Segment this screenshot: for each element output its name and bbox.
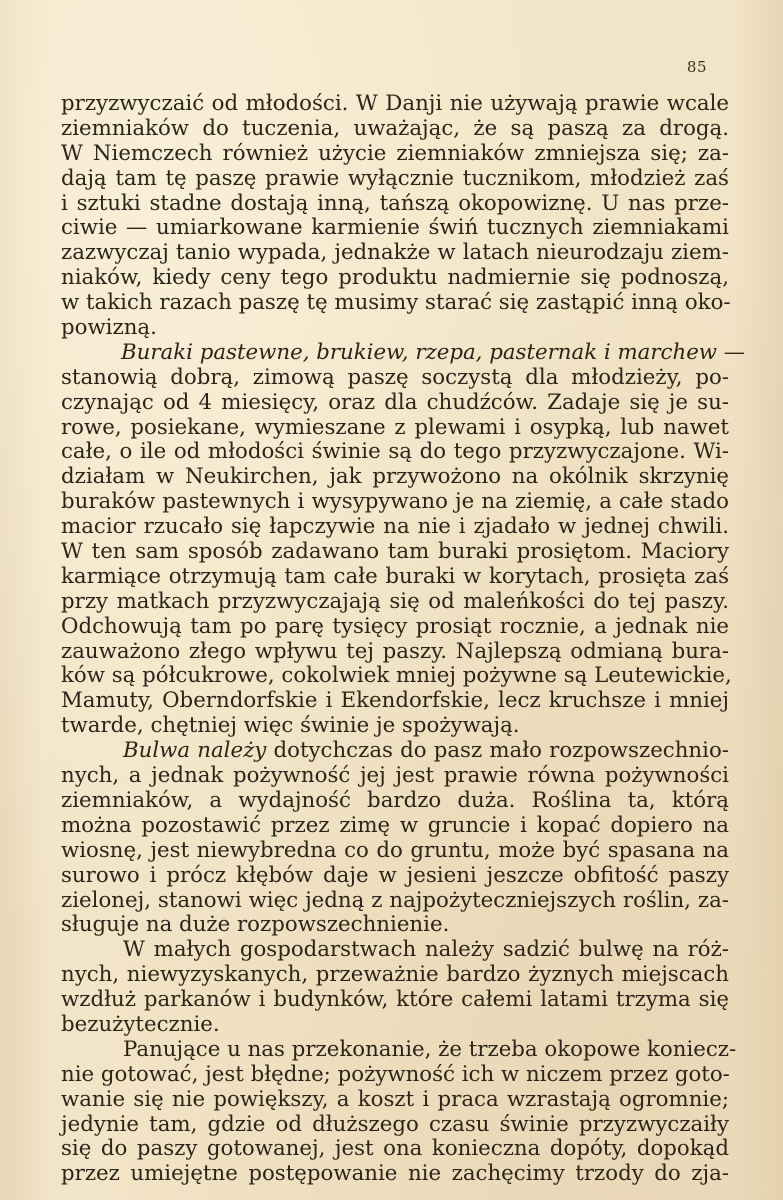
text-line: macior rzucało się łapczywie na nie i zjadało w jednej chwili. bbox=[61, 514, 729, 540]
text-line: zauważono złego wpływu tej paszy. Najlepszą odmianą bura- bbox=[61, 638, 729, 664]
text-line: powizną. bbox=[61, 315, 157, 341]
text-line: ziemniaków do tuczenia, uważając, że są paszą za drogą. bbox=[61, 115, 729, 141]
italic-heading: Buraki pastewne, brukiew, rzepa, pasternak i marchew bbox=[121, 339, 718, 365]
text-line: sługuje na duże rozpowszechnienie. bbox=[61, 912, 450, 938]
text-line: nie gotować, jest błędne; pożywność ich w niczem przez goto- bbox=[61, 1061, 730, 1087]
text-line: bezużytecznie. bbox=[61, 1011, 220, 1037]
text-line: działam w Neukirchen, jak przywożono na okólnik skrzynię bbox=[61, 464, 729, 490]
text-line: W ten sam sposób zadawano tam buraki prosiętom. Maciory bbox=[61, 539, 729, 565]
paragraph-heading-line bbox=[61, 739, 729, 764]
text-line: i sztuki stadne dostają inną, tańszą okopowiznę. U nas prze- bbox=[61, 190, 729, 216]
page-number: 85 bbox=[686, 58, 707, 76]
text-line: przyzwyczaić od młodości. W Danji nie używają prawie wcale bbox=[61, 91, 729, 116]
text-line: wanie się nie powiększy, a koszt i praca wzrastają ogromnie; bbox=[61, 1086, 729, 1112]
text-line: stanowią dobrą, zimową paszę soczystą dla młodzieży, po- bbox=[61, 364, 729, 390]
text-line: zazwyczaj tanio wypada, jednakże w latach nieurodzaju ziem- bbox=[61, 240, 729, 266]
text-line: buraków pastewnych i wysypywano je na ziemię, a całe stado bbox=[61, 489, 729, 515]
text-line: zielonej, stanowi więc jedną z najpożyteczniejszych roślin, za- bbox=[61, 887, 729, 913]
text-line: Odchowują tam po parę tysięcy prosiąt rocznie, a jednak nie bbox=[61, 613, 729, 639]
text-line: twarde, chętniej więc świnie je spożywają. bbox=[61, 713, 520, 739]
body-text bbox=[61, 91, 746, 1187]
text-line: nych, a jednak pożywność jej jest prawie równa pożywności bbox=[61, 763, 729, 789]
text-line: czynając od 4 miesięcy, oraz dla chudźców. Zadaje się je su- bbox=[61, 389, 729, 415]
text-line: przy matkach przyzwyczajają się od maleńkości do tej paszy. bbox=[61, 588, 729, 614]
text-line: ziemniaków, a wydajność bardzo duża. Roślina ta, którą bbox=[61, 787, 729, 813]
text-line: rowe, posiekane, wymieszane z plewami i osypką, lub nawet bbox=[61, 414, 729, 440]
text-line: karmiące otrzymują tam całe buraki w korytach, prosięta zaś bbox=[61, 563, 729, 589]
text-line: niaków, kiedy ceny tego produktu nadmiernie się podnoszą, bbox=[61, 265, 729, 291]
heading-tail: — bbox=[717, 339, 746, 365]
text-line: wiosnę, jest niewybredna co do gruntu, może być spasana na bbox=[61, 837, 729, 863]
text-line: się do paszy gotowanej, jest ona konieczna dopóty, dopokąd bbox=[61, 1136, 729, 1162]
text-line: ków są półcukrowe, cokolwiek mniej pożywne są Leutewickie, bbox=[61, 663, 732, 689]
italic-heading: Bulwa należy bbox=[123, 738, 267, 764]
text-line: wzdłuż parkanów i budynków, które całemi latami trzyma się bbox=[61, 987, 729, 1013]
text-line: całe, o ile od młodości świnie są do tego przyzwyczajone. Wi- bbox=[61, 439, 729, 465]
paragraph-heading-line bbox=[61, 339, 746, 366]
text-line: w takich razach paszę tę musimy starać się zastąpić inną oko- bbox=[61, 290, 731, 316]
text-line: dają tam tę paszę prawie wyłącznie tucznikom, młodzież zaś bbox=[61, 165, 729, 191]
text-line: nych, niewyzyskanych, przeważnie bardzo żyznych miejscach bbox=[61, 962, 729, 988]
text-line: W Niemczech również użycie ziemniaków zmniejsza się; za- bbox=[61, 140, 729, 166]
text-line: Mamuty, Oberndorfskie i Ekendorfskie, lecz kruchsze i mniej bbox=[61, 688, 729, 714]
heading-tail: dotychczas do pasz mało rozpowszechnio- bbox=[266, 738, 729, 764]
text-line: można pozostawić przez zimę w gruncie i kopać dopiero na bbox=[61, 812, 729, 838]
text-line: jedynie tam, gdzie od dłuższego czasu świnie przyzwyczaiły bbox=[61, 1111, 729, 1137]
text-line: Panujące u nas przekonanie, że trzeba okopowe koniecz- bbox=[123, 1036, 737, 1062]
text-line: surowo i prócz kłębów daje w jesieni jeszcze obfitość paszy bbox=[61, 862, 729, 888]
text-line: przez umiejętne postępowanie nie zachęcimy trzody do zja- bbox=[61, 1161, 729, 1187]
text-line: W małych gospodarstwach należy sadzić bulwę na róż- bbox=[123, 937, 729, 963]
text-line: ciwie — umiarkowane karmienie świń tucznych ziemniakami bbox=[61, 215, 729, 241]
